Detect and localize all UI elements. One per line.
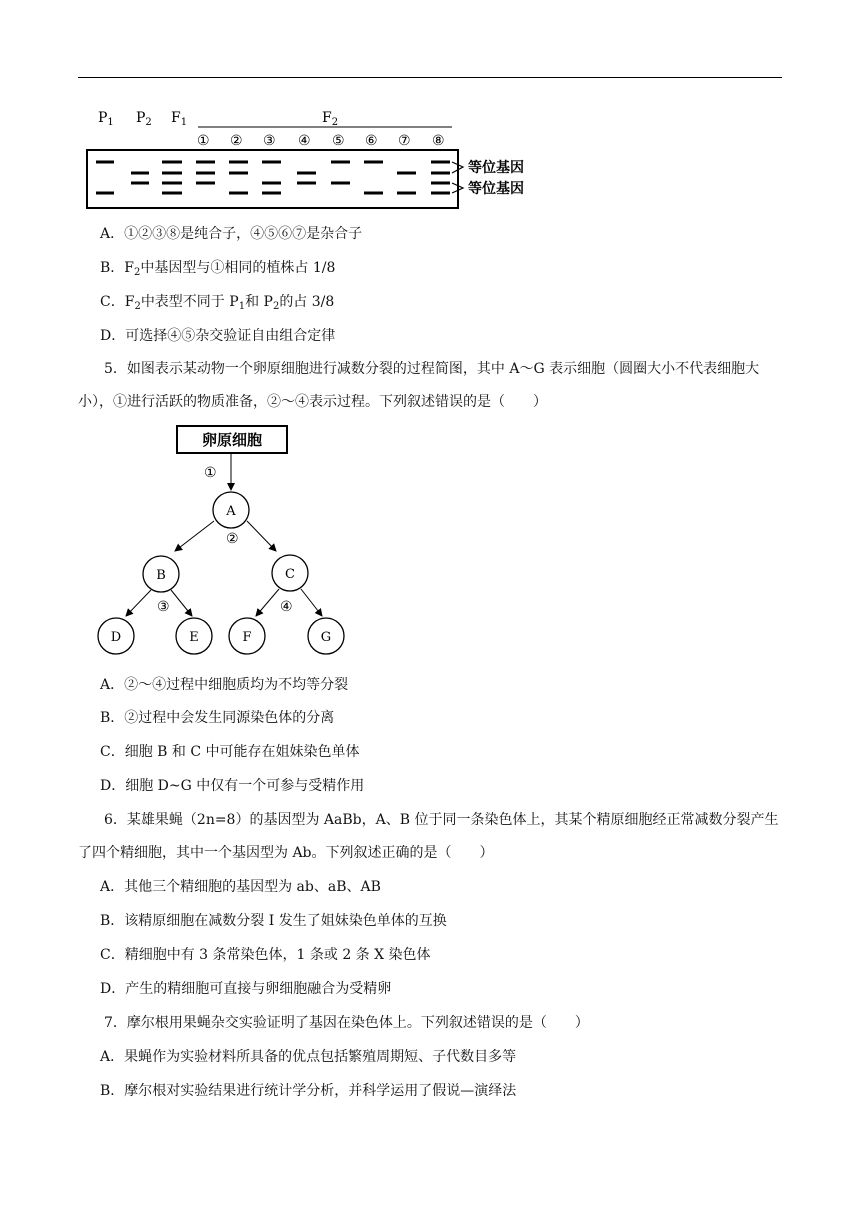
label-f2: $F_2$ [322,110,339,128]
gel-figure [80,104,560,214]
lane-number: ③ [263,133,276,149]
q5-stem-line1: 5．如图表示某动物一个卵原细胞进行减数分裂的过程简图，其中 A～G 表示细胞（圆圈大小不代表细胞大 [104,361,760,377]
lane-number: ① [197,133,210,149]
gel-bands [96,162,450,193]
q6-option-c: C．精细胞中有 3 条常染色体，1 条或 2 条 X 染色体 [100,947,431,963]
q6-stem-line1: 6．某雄果蝇（2n=8）的基因型为 AaBb，A、B 位于同一条染色体上，其某个精原细胞经正常减数分裂产生 [104,812,779,828]
q5-option-d: D．细胞 D~G 中仅有一个可参与受精作用 [100,778,365,794]
allele-label-1: 等位基因 [468,160,524,176]
q7-option-a: A．果蝇作为实验材料所具备的优点包括繁殖周期短、子代数目多等 [100,1049,517,1065]
meiosis-diagram [90,420,360,660]
arrow-c-g [301,589,322,616]
step3-label: ③ [157,599,170,615]
lane-number: ② [230,133,243,149]
allele-label-2: 等位基因 [468,181,524,197]
label-p2: $P_2$ [136,110,152,128]
oogonium-label: 卵原细胞 [201,431,263,449]
arrow-a-b [175,521,214,551]
step4-label: ④ [280,599,293,615]
lane-number: ⑥ [365,133,378,149]
cell-d-label: D [110,630,122,645]
q7-option-b: B．摩尔根对实验结果进行统计学分析，并科学运用了假说—演绎法 [100,1083,517,1099]
arrow-a-c [247,521,276,551]
q5-option-a: A．②～④过程中细胞质均为不均等分裂 [100,677,349,693]
arrow-c-f [256,589,279,616]
q5-option-c: C．细胞 B 和 C 中可能存在姐妹染色单体 [100,744,360,760]
q6-option-d: D．产生的精细胞可直接与卵细胞融合为受精卵 [100,981,392,997]
lane-number: ⑤ [332,133,345,149]
q4-option-c: C．$F_2$中表型不同于 $P_1$和 $P_2$的占 3/8 [100,294,335,312]
lane-number: ④ [298,133,311,149]
cell-g-label: G [320,630,332,645]
cell-a-label: A [226,504,236,519]
cell-b-label: B [156,568,166,583]
q5-option-b: B．②过程中会发生同源染色体的分离 [100,710,335,726]
step2-label: ② [226,531,239,547]
lane-number: ⑧ [432,133,445,149]
cell-f-label: F [242,630,252,645]
arrow-b-e [171,590,192,616]
lane-numbers [197,133,445,149]
q6-option-a: A．其他三个精细胞的基因型为 ab、aB、AB [100,879,381,895]
q6-stem-line2: 了四个精细胞，其中一个基因型为 Ab。下列叙述正确的是（ ） [78,845,494,861]
gel-box [87,150,458,208]
cell-e-label: E [189,630,199,645]
arrow-b-d [126,590,151,616]
cell-c-label: C [285,567,295,582]
q4-option-b: B．$F_2$中基因型与①相同的植株占 1/8 [100,260,336,278]
q5-stem-line2: 小），①进行活跃的物质准备，②～④表示过程。下列叙述错误的是（ ） [78,394,547,410]
label-f1: $F_1$ [171,110,188,128]
q4-option-a: A．①②③⑧是纯合子，④⑤⑥⑦是杂合子 [100,226,363,242]
label-p1: $P_1$ [98,110,114,128]
q7-stem: 7．摩尔根用果蝇杂交实验证明了基因在染色体上。下列叙述错误的是（ ） [104,1015,589,1031]
q4-option-d: D．可选择④⑤杂交验证自由组合定律 [100,328,336,344]
lane-number: ⑦ [398,133,411,149]
q6-option-b: B．该精原细胞在减数分裂 I 发生了姐妹染色单体的互换 [100,913,447,929]
header-rule [78,77,782,78]
step1-label: ① [204,465,217,481]
